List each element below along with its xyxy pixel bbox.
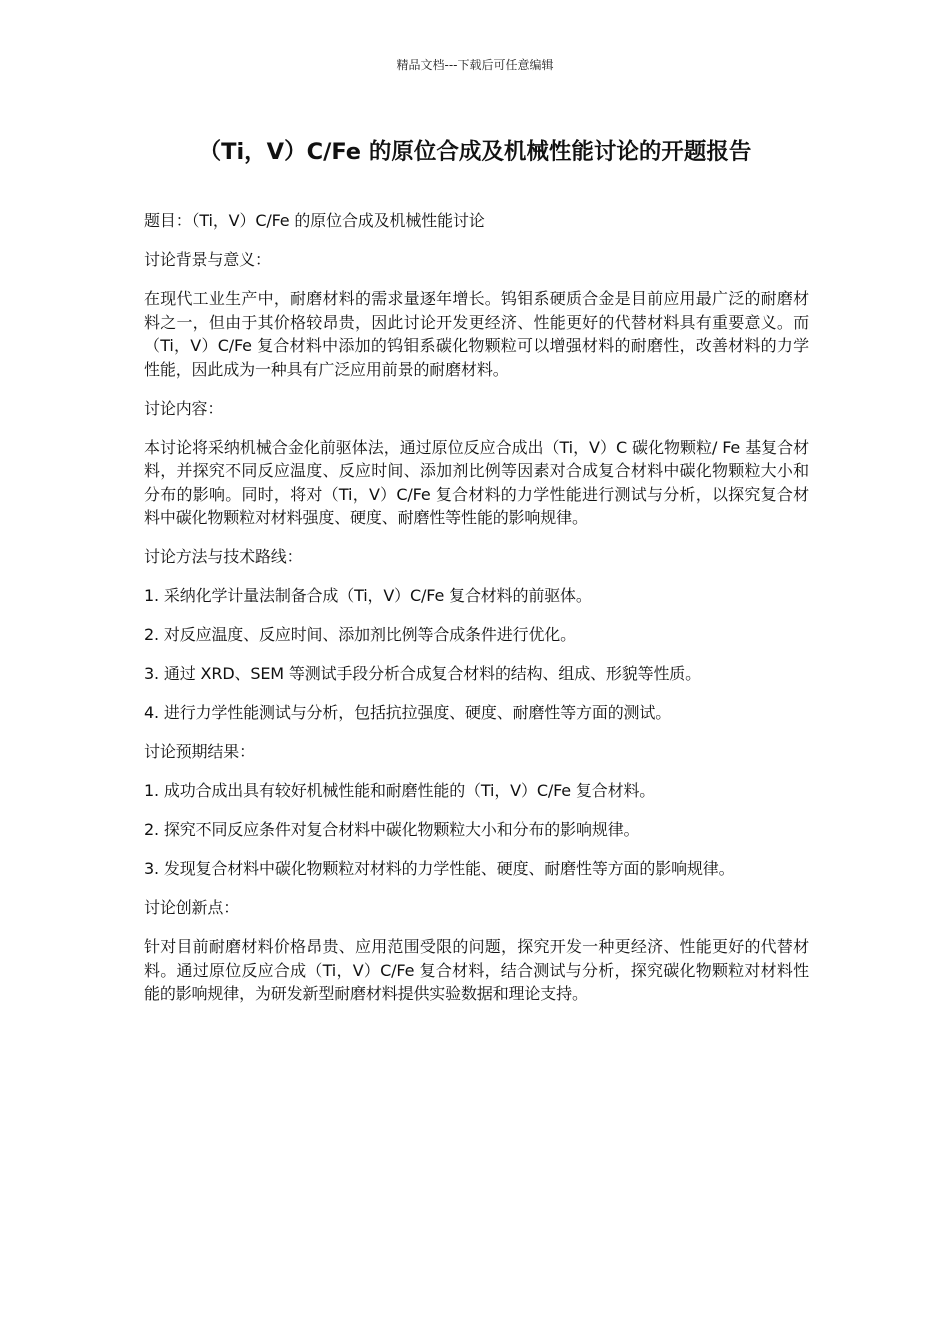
section-heading-content: 讨论内容： bbox=[144, 398, 224, 418]
section-heading-background: 讨论背景与意义： bbox=[144, 250, 271, 269]
method-item: 4. 进行力学性能测试与分析，包括抗拉强度、硬度、耐磨性等方面的测试。 bbox=[144, 703, 672, 722]
result-item: 2. 探究不同反应条件对复合材料中碳化物颗粒大小和分布的影响规律。 bbox=[144, 820, 640, 839]
content-paragraph: 本讨论将采纳机械合金化前驱体法，通过原位反应合成出（Ti，V）C 碳化物颗粒/ Fe 基复合材料，并探究不同反应温度、反应时间、添加剂比例等因素对合成复合材料中碳化物颗粒大小和分布的影响。同时，将对（Ti，V）C/Fe 复合材料的力学性能进行测试与分析，以探究复合材料中碳化物颗粒对材料强度、硬度、耐磨性等性能的影响规律。 bbox=[144, 437, 809, 527]
result-item: 3. 发现复合材料中碳化物颗粒对材料的力学性能、硬度、耐磨性等方面的影响规律。 bbox=[144, 859, 735, 878]
background-paragraph: 在现代工业生产中，耐磨材料的需求量逐年增长。钨钼系硬质合金是目前应用最广泛的耐磨材料之一，但由于其价格较昂贵，因此讨论开发更经济、性能更好的代替材料具有重要意义。而（Ti，V）C/Fe 复合材料中添加的钨钼系碳化物颗粒可以增强材料的耐磨性，改善材料的力学性能，因此成为一种具有广泛应用前景的耐磨材料。 bbox=[144, 289, 809, 379]
innovation-paragraph: 针对目前耐磨材料价格昂贵、应用范围受限的问题，探究开发一种更经济、性能更好的代替材料。通过原位反应合成（Ti，V）C/Fe 复合材料，结合测试与分析，探究碳化物颗粒对材料性能的影响规律，为研发新型耐磨材料提供实验数据和理论支持。 bbox=[144, 937, 809, 1003]
method-item: 2. 对反应温度、反应时间、添加剂比例等合成条件进行优化。 bbox=[144, 625, 577, 644]
method-item: 3. 通过 XRD、SEM 等测试手段分析合成复合材料的结构、组成、形貌等性质。 bbox=[144, 664, 701, 683]
method-item: 1. 采纳化学计量法制备合成（Ti，V）C/Fe 复合材料的前驱体。 bbox=[144, 586, 592, 605]
document-title: （Ti，V）C/Fe 的原位合成及机械性能讨论的开题报告 bbox=[198, 139, 752, 165]
section-heading-expected-results: 讨论预期结果： bbox=[144, 742, 255, 761]
document-body bbox=[144, 209, 809, 1021]
section-heading-methods: 讨论方法与技术路线： bbox=[144, 547, 303, 566]
header-note: 精品文档---下载后可任意编辑 bbox=[396, 58, 554, 72]
result-item: 1. 成功合成出具有较好机械性能和耐磨性能的（Ti，V）C/Fe 复合材料。 bbox=[144, 781, 656, 800]
topic-line: 题目：（Ti，V）C/Fe 的原位合成及机械性能讨论 bbox=[144, 211, 485, 230]
section-heading-innovation: 讨论创新点： bbox=[144, 898, 240, 917]
